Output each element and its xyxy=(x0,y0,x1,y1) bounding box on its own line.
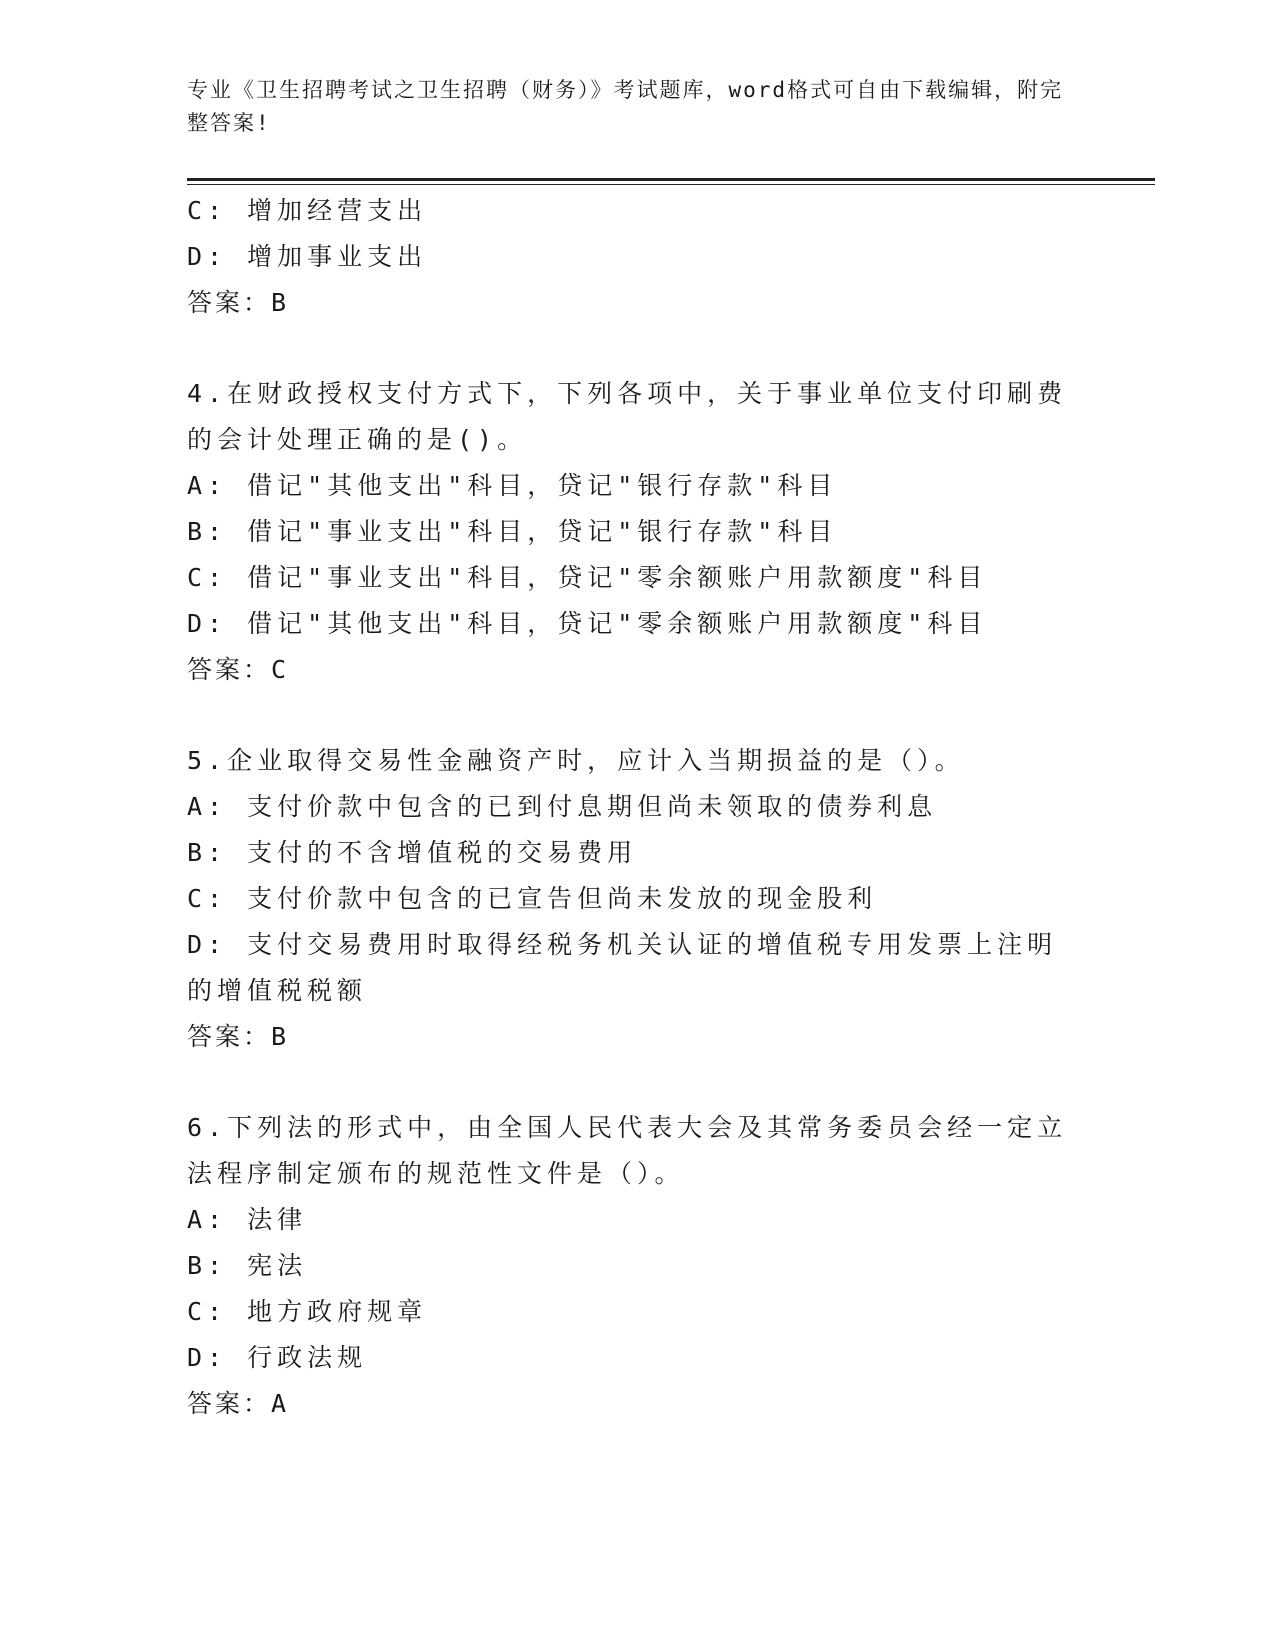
answer-label: 答案： xyxy=(187,288,272,317)
document-header: 专业《卫生招聘考试之卫生招聘（财务）》考试题库，word格式可自由下载编辑，附完整答案! xyxy=(187,78,1064,135)
option-c: C: 支付价款中包含的已宣告但尚未发放的现金股利 xyxy=(187,884,878,913)
option-c: C: 借记"事业支出"科目，贷记"零余额账户用款额度"科目 xyxy=(187,563,988,592)
option-d: D: 增加事业支出 xyxy=(187,242,428,271)
answer-line xyxy=(187,647,1087,693)
option-a: A: 支付价款中包含的已到付息期但尚未领取的债券利息 xyxy=(187,792,938,821)
question-number: 6. xyxy=(187,1113,228,1142)
answer-value: C xyxy=(271,655,292,684)
question-body: 企业取得交易性金融资产时，应计入当期损益的是（）。 xyxy=(227,746,965,775)
answer-line xyxy=(187,1014,1087,1060)
option-c: C: 增加经营支出 xyxy=(187,196,428,225)
option-d: D: 行政法规 xyxy=(187,1343,368,1372)
option-b: B: 支付的不含增值税的交易费用 xyxy=(187,838,638,867)
question-body: 下列法的形式中，由全国人民代表大会及其常务委员会经一定立法程序制定颁布的规范性文件是（）。 xyxy=(187,1113,1068,1188)
answer-value: B xyxy=(271,1022,292,1051)
question-block-6 xyxy=(187,1105,1087,1427)
question-body: 在财政授权支付方式下，下列各项中，关于事业单位支付印刷费的会计处理正确的是()。 xyxy=(187,379,1068,454)
answer-line xyxy=(187,1381,1087,1427)
option-b: B: 宪法 xyxy=(187,1251,308,1280)
question-list xyxy=(187,188,1087,1472)
question-number: 5. xyxy=(187,746,228,775)
answer-label: 答案： xyxy=(187,1022,272,1051)
question-number: 4. xyxy=(187,379,228,408)
option-a: A: 法律 xyxy=(187,1205,308,1234)
header-divider-thin xyxy=(187,184,1155,185)
question-text xyxy=(187,1105,1087,1197)
option-b: B: 借记"事业支出"科目，贷记"银行存款"科目 xyxy=(187,517,838,546)
option-a: A: 借记"其他支出"科目，贷记"银行存款"科目 xyxy=(187,471,838,500)
answer-label: 答案： xyxy=(187,1389,272,1418)
question-block-3 xyxy=(187,188,1087,326)
question-text xyxy=(187,371,1087,463)
question-block-4 xyxy=(187,371,1087,693)
option-c: C: 地方政府规章 xyxy=(187,1297,428,1326)
question-text xyxy=(187,738,1087,784)
answer-line xyxy=(187,280,1087,326)
header-divider-thick xyxy=(187,178,1155,181)
answer-value: A xyxy=(271,1389,292,1418)
option-d: D: 支付交易费用时取得经税务机关认证的增值税专用发票上注明的增值税税额 xyxy=(187,930,1058,1005)
question-block-5 xyxy=(187,738,1087,1060)
option-d: D: 借记"其他支出"科目，贷记"零余额账户用款额度"科目 xyxy=(187,609,988,638)
answer-label: 答案： xyxy=(187,655,272,684)
answer-value: B xyxy=(271,288,292,317)
